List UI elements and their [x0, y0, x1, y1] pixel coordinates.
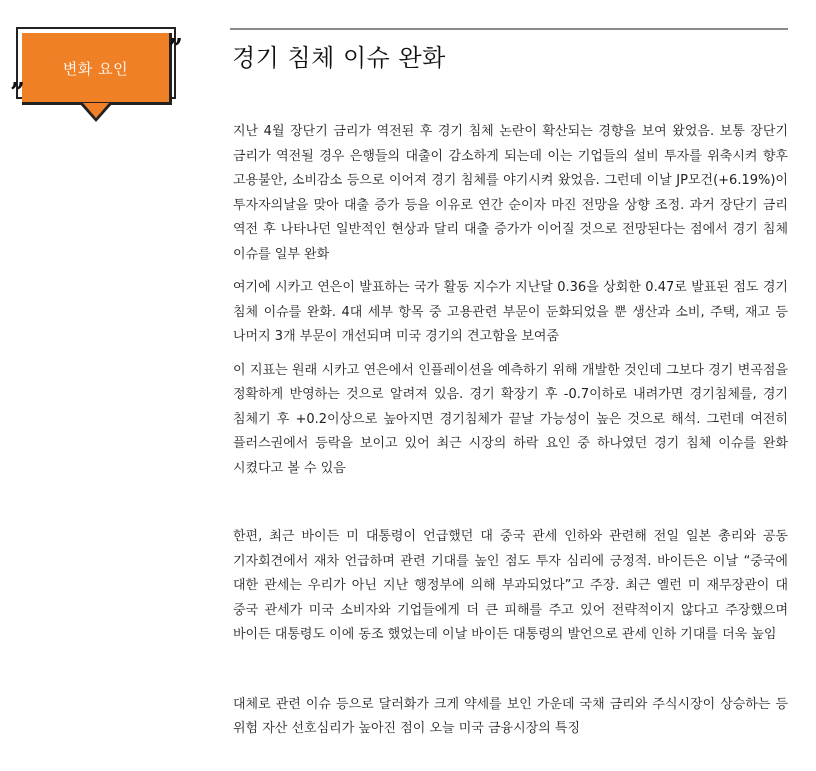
paragraph-1: 지난 4월 장단기 금리가 역전된 후 경기 침체 논란이 확산되는 경향을 보여 왔었음. 보통 장단기 금리가 역전될 경우 은행들의 대출이 감소하게 되는데 이는 기업들의 설비 투자를 위축시켜 향후 고용불안, 소비감소 등으로 이어져 경기 침체를 야기시켜 왔었음. 그런데 이날 JP모건(+6.19%)이 투자자의날을 맞아 대출 증가 등을 이유로 연간 순이자 마진 전망을 상향 조정. 과거 장단기 금리 역전 후 나타나던 일반적인 현상과 달리 대출 증가가 이어질 것으로 전망된다는 점에서 경기 침체 이슈를 일부 완화 — [233, 124, 788, 262]
section-tag — [0, 0, 200, 130]
page-title: 경기 침체 이슈 완화 — [232, 44, 446, 72]
paragraph-4: 한편, 최근 바이든 미 대통령이 언급했던 대 중국 관세 인하와 관련해 전일 일본 총리와 공동 기자회견에서 재차 언급하며 관련 기대를 높인 점도 투자 심리에 긍정적. 바이든은 이날 “중국에 대한 관세는 우리가 아닌 지난 행정부에 의해 부과되었다”고 주장. 최근 옐런 미 재무장관이 대 중국 관세가 미국 소비자와 기업들에게 더 큰 피해를 주고 있어 전략적이지 않다고 주장했으며 바이든 대통령도 이에 동조 했었는데 이날 바이든 대통령의 발언으로 관세 인하 기대를 더욱 높임 — [233, 529, 788, 642]
paragraph-2: 여기에 시카고 연은이 발표하는 국가 활동 지수가 지난달 0.36을 상회한 0.47로 발표된 점도 경기 침체 이슈를 완화. 4대 세부 항목 중 고용관련 부문이 둔화되었을 뿐 생산과 소비, 주택, 재고 등 나머지 3개 부문이 개선되며 미국 경기의 견고함을 보여줌 — [233, 280, 788, 344]
paragraph-5: 대체로 관련 이슈 등으로 달러화가 크게 약세를 보인 가운데 국채 금리와 주식시장이 상승하는 등 위험 자산 선호심리가 높아진 점이 오늘 미국 금융시장의 특징 — [233, 696, 788, 736]
tag-pointer-fill — [83, 103, 109, 118]
article-body — [233, 120, 788, 742]
tag-label: 변화 요인 — [62, 60, 129, 78]
header-rule — [230, 28, 788, 30]
paragraph-3: 이 지표는 원래 시카고 연은에서 인플레이션을 예측하기 위해 개발한 것인데 그보다 경기 변곡점을 정확하게 반영하는 것으로 알려져 있음. 경기 확장기 후 -0.7이하로 내려가면 경기침체를, 경기 침체기 후 +0.2이상으로 높아지면 경기침체가 끝날 가능성이 높은 것으로 해석. 그런데 여전히 플러스권에서 등락을 보이고 있어 최근 시장의 하락 요인 중 하나였던 경기 침체 이슈를 완화 시켰다고 볼 수 있음 — [233, 362, 788, 476]
close-quote-mark: ” — [168, 34, 183, 64]
open-quote-mark: ” — [10, 78, 25, 108]
